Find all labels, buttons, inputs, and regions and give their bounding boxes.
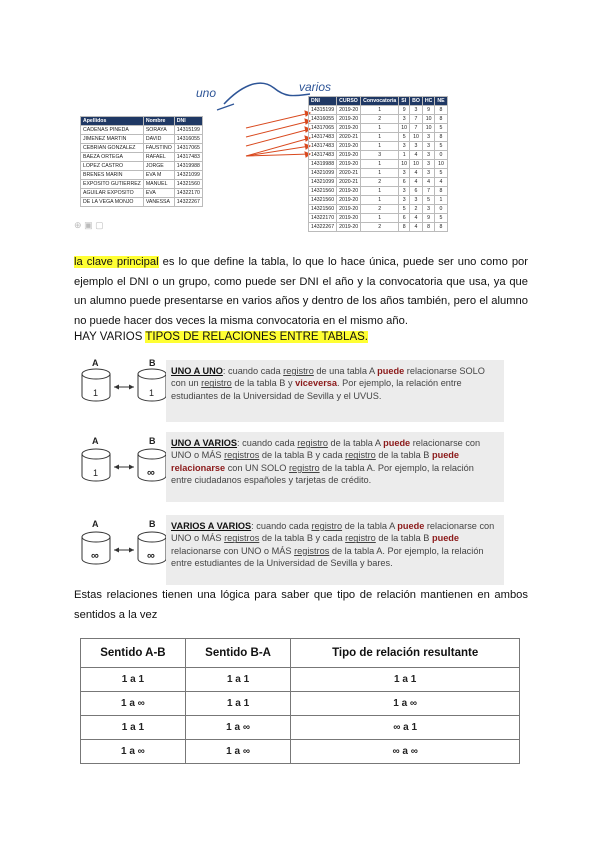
table-cell: 10 [410, 160, 423, 169]
text: viceversa [295, 378, 338, 389]
text: registro [288, 462, 320, 473]
text: registro [345, 533, 376, 544]
table-cell: 3 [422, 160, 435, 169]
table-row [309, 106, 448, 115]
table-cell: 3 [422, 205, 435, 214]
image-toolbar-icons [74, 220, 104, 231]
table-row [81, 126, 203, 135]
table-cell: 1 [361, 169, 399, 178]
table-row [81, 180, 203, 189]
table-cell: 6 [399, 178, 410, 187]
relation-one-to-one [74, 360, 504, 422]
table-cell: 3 [399, 196, 410, 205]
table-cell: 3 [422, 151, 435, 160]
table-cell: 9 [399, 106, 410, 115]
save-icon: ▢ [95, 220, 104, 230]
table-cell: 14321560 [309, 196, 337, 205]
cylinder-label-b: B [149, 358, 156, 368]
label-varios: varios [299, 80, 332, 94]
table-cell: 2019-20 [337, 214, 361, 223]
table-cell: 1 [361, 187, 399, 196]
label-uno: uno [196, 86, 217, 100]
table-row [309, 169, 448, 178]
table-cell: 14321099 [309, 169, 337, 178]
relation-title: VARIOS A VARIOS [171, 521, 252, 531]
table-cell: LOPEZ CASTRO [81, 162, 144, 171]
table-cell: 8 [435, 115, 447, 124]
table-cell: 2 [361, 178, 399, 187]
table-cell: SORAYA [143, 126, 174, 135]
text: : cuando cada [251, 521, 312, 531]
table-cell: 5 [435, 214, 447, 223]
table-cell: 10 [435, 160, 447, 169]
table-cell: 3 [422, 133, 435, 142]
table-cell: EVA [143, 189, 174, 198]
table-cell: 14321560 [174, 180, 202, 189]
paragraph-relations-logic: Estas relaciones tienen una lógica para saber que tipo de relación mantienen en ambos sentidos a la vez [74, 589, 528, 621]
table-cell: DAVID [143, 135, 174, 144]
table-cell: 14315199 [174, 126, 202, 135]
table-cell: 14317065 [174, 144, 202, 153]
table-cell: ∞ a ∞ [291, 740, 520, 764]
text: : cuando cada [237, 438, 298, 448]
table-cell: CEBRIAN GONZALEZ [81, 144, 144, 153]
table-cell: 2 [361, 115, 399, 124]
table-cell: 3 [399, 169, 410, 178]
heading-highlight: TIPOS DE RELACIONES ENTRE TABLAS. [145, 331, 368, 343]
col-header: Sentido B-A [185, 639, 291, 668]
table-cell: 2019-20 [337, 196, 361, 205]
table-cell: 1 [399, 151, 410, 160]
print-icon: ▣ [84, 220, 93, 230]
table-cell: 2 [361, 205, 399, 214]
table-row [309, 133, 448, 142]
cardinality-a: 1 [93, 388, 99, 398]
table-cell: 2019-20 [337, 160, 361, 169]
fk-arrows [246, 111, 310, 157]
cylinder-label-b: B [149, 436, 156, 446]
table-cell: BAEZA ORTEGA [81, 153, 144, 162]
text: con UN SOLO [225, 462, 289, 473]
table-cell: 4 [410, 151, 423, 160]
text: registro [311, 521, 343, 531]
table-cell: 3 [399, 142, 410, 151]
table-cell: 1 [435, 196, 447, 205]
cylinders-diagram [74, 432, 174, 502]
table-row [81, 189, 203, 198]
table-row [81, 144, 203, 153]
table-cell: 2 [361, 223, 399, 232]
col-header: HC [422, 97, 435, 106]
table-cell: 14321560 [309, 205, 337, 214]
table-cell: 5 [399, 205, 410, 214]
table-cell: 10 [399, 124, 410, 133]
table-cell: 3 [410, 142, 423, 151]
relation-description [171, 365, 497, 402]
table-cell: JIMENEZ MARTIN [81, 135, 144, 144]
table-cell: 14317483 [309, 151, 337, 160]
table-cell: 8 [435, 106, 447, 115]
text: puede [431, 533, 460, 544]
table-row [309, 142, 448, 151]
table-cell: RAFAEL [143, 153, 174, 162]
table-row [309, 115, 448, 124]
table-cell: 1 a 1 [81, 716, 186, 740]
table-cell: 1 a ∞ [185, 716, 291, 740]
text: de la tabla A [327, 438, 384, 448]
table-cell: 14315199 [309, 106, 337, 115]
table-cell: 2019-20 [337, 142, 361, 151]
text: relacionarse SOLO con un [171, 366, 485, 389]
table-cell: 10 [422, 115, 435, 124]
table-cell: 8 [435, 187, 447, 196]
table-row [309, 223, 448, 232]
table-cell: 1 [361, 214, 399, 223]
table-cell: 2020-21 [337, 133, 361, 142]
table-cell: 1 [361, 124, 399, 133]
table-cell: 1 [361, 160, 399, 169]
table-cell: 2 [410, 205, 423, 214]
table-cell: JORGE [143, 162, 174, 171]
relation-description [171, 520, 497, 570]
table-cell: 3 [422, 169, 435, 178]
cylinders-diagram [74, 360, 174, 422]
table-cell: 14322170 [174, 189, 202, 198]
table-cell: 7 [410, 124, 423, 133]
text: de la tabla A. Por ejemplo, la relación entre ciudadanos españoles y tarjetas de crédito. [171, 462, 474, 486]
table-cell: 2019-20 [337, 223, 361, 232]
table-cell: 14321560 [309, 187, 337, 196]
table-cell: 14317483 [174, 153, 202, 162]
text: registros [224, 450, 260, 461]
text: de la tabla B y cada [259, 533, 346, 544]
table-row [81, 162, 203, 171]
table-cell: 4 [410, 178, 423, 187]
table-row [81, 171, 203, 180]
table-row [309, 124, 448, 133]
table-cell: 4 [422, 178, 435, 187]
table-row [309, 214, 448, 223]
table-row [309, 187, 448, 196]
grades-table [308, 96, 448, 232]
table-cell: 1 a 1 [185, 668, 291, 692]
col-header: NE [435, 97, 447, 106]
text: registros [224, 533, 260, 544]
text: registro [201, 378, 232, 389]
students-table [80, 116, 203, 207]
table-cell: AGUILAR EXPOSITO [81, 189, 144, 198]
cylinder-label-a: A [92, 519, 99, 529]
text: relacionarse con UNO o MÁS [171, 438, 481, 461]
cardinality-b: ∞ [147, 550, 155, 562]
text: de la tabla B y cada [259, 450, 346, 461]
table-cell: EVA M [143, 171, 174, 180]
relation-title: UNO A UNO [171, 366, 223, 376]
table-cell: 0 [435, 205, 447, 214]
text: de la tabla A [342, 521, 398, 531]
table-row [81, 153, 203, 162]
col-header: BO [410, 97, 423, 106]
table-cell: 2019-20 [337, 205, 361, 214]
table-cell: DE LA VEGA MONJO [81, 198, 144, 207]
table-row [309, 151, 448, 160]
text: : cuando cada [222, 366, 284, 376]
table-cell: 5 [435, 124, 447, 133]
relation-type-table [80, 638, 520, 764]
table-cell: 3 [410, 196, 423, 205]
table-cell: 1 a ∞ [185, 740, 291, 764]
table-cell: 14321099 [174, 171, 202, 180]
text: . Por ejemplo, la relación entre estudiantes de la Universidad de Sevilla y el UVUS. [171, 378, 462, 401]
table-cell: 1 [361, 106, 399, 115]
zoom-icon: ⊕ [74, 220, 82, 230]
table-cell: 1 a ∞ [81, 692, 186, 716]
text: de la tabla B [375, 533, 432, 544]
table-cell: ∞ a 1 [291, 716, 520, 740]
cylinders-diagram [74, 515, 174, 585]
table-cell: 1 [361, 142, 399, 151]
col-header: SI [399, 97, 410, 106]
text: puede [383, 438, 411, 448]
relations-heading [74, 331, 368, 343]
table-cell: 2020-21 [337, 169, 361, 178]
table-cell: 14319988 [309, 160, 337, 169]
col-header: Tipo de relación resultante [291, 639, 520, 668]
table-cell: CADENAS PINEDA [81, 126, 144, 135]
table-cell: 14317065 [309, 124, 337, 133]
table-cell: 2020-21 [337, 178, 361, 187]
table-cell: 10 [410, 133, 423, 142]
table-cell: 6 [410, 187, 423, 196]
text: de la tabla B [375, 450, 432, 461]
table-row [81, 668, 520, 692]
table-row [81, 692, 520, 716]
table-row [309, 178, 448, 187]
table-cell: 9 [422, 106, 435, 115]
table-cell: 2019-20 [337, 151, 361, 160]
table-cell: 14319988 [174, 162, 202, 171]
text: registro [345, 450, 376, 461]
table-cell: 4 [410, 223, 423, 232]
table-cell: 14321099 [309, 178, 337, 187]
table-cell: 14317483 [309, 142, 337, 151]
table-cell: MANUEL [143, 180, 174, 189]
cylinder-label-b: B [149, 519, 156, 529]
cylinder-label-a: A [92, 358, 99, 368]
table-cell: 1 a 1 [185, 692, 291, 716]
table-cell: 14317483 [309, 133, 337, 142]
table-cell: 14322267 [174, 198, 202, 207]
table-cell: 2019-20 [337, 124, 361, 133]
cardinality-a: ∞ [91, 550, 99, 562]
text: relacionarse con UNO o MÁS [171, 521, 495, 544]
table-cell: 3 [361, 151, 399, 160]
table-cell: EXPOSITO GUTIERREZ [81, 180, 144, 189]
table-cell: 5 [435, 169, 447, 178]
table-cell: 7 [410, 115, 423, 124]
table-cell: 4 [435, 178, 447, 187]
relation-many-to-many [74, 515, 504, 585]
cylinder-label-a: A [92, 436, 99, 446]
relationship-figure [74, 70, 478, 240]
table-cell: 6 [399, 214, 410, 223]
table-cell: FAUSTINO [143, 144, 174, 153]
table-cell: 3 [399, 187, 410, 196]
table-cell: 3 [410, 106, 423, 115]
table-cell: 9 [422, 214, 435, 223]
table-cell: 14316055 [174, 135, 202, 144]
text: registro [297, 438, 328, 448]
table-cell: 1 [361, 196, 399, 205]
table-cell: 2019-20 [337, 115, 361, 124]
heading-prefix: HAY VARIOS [74, 331, 146, 343]
table-cell: 14316055 [309, 115, 337, 124]
text: de la tabla B y [231, 378, 296, 389]
cardinality-b: 1 [149, 388, 155, 398]
text: registro [283, 366, 314, 376]
table-row [309, 205, 448, 214]
paragraph-primary-key [74, 253, 528, 331]
col-header: Convocatoria [361, 97, 399, 106]
text: puede [397, 521, 425, 531]
col-header: CURSO [337, 97, 361, 106]
col-header: DNI [174, 117, 202, 126]
table-cell: 1 a ∞ [81, 740, 186, 764]
text: relacionarse con UNO o MÁS [171, 545, 295, 556]
text: de la tabla A. Por ejemplo, la relación entre estudiantes de la Universidad de Sevilla y bares. [171, 545, 484, 569]
relation-description [171, 437, 497, 487]
cardinality-b: ∞ [147, 467, 155, 479]
table-row [309, 196, 448, 205]
table-cell: 10 [399, 160, 410, 169]
table-cell: 8 [435, 223, 447, 232]
table-cell: 3 [422, 142, 435, 151]
table-row [81, 198, 203, 207]
table-row [81, 740, 520, 764]
col-header: Nombre [143, 117, 174, 126]
col-header: DNI [309, 97, 337, 106]
paragraph-text: es lo que define la tabla, lo que lo hace única, puede ser uno como por ejemplo el DNI o un grupo, como puede ser DNI el año y la convocatoria que usa, ya que un alumno puede presentarse en varios años y dentro de los años también, pero el alumno no puede hacer dos veces la misma convocatoria en el mismo año. [74, 256, 528, 327]
table-cell: 2019-20 [337, 106, 361, 115]
table-cell: 1 [361, 133, 399, 142]
table-cell: 2019-20 [337, 187, 361, 196]
table-row [81, 716, 520, 740]
table-cell: 10 [422, 124, 435, 133]
table-cell: VANESSA [143, 198, 174, 207]
text: de una tabla A [313, 366, 378, 376]
table-cell: 14322170 [309, 214, 337, 223]
table-cell: 8 [399, 223, 410, 232]
table-cell: 5 [422, 196, 435, 205]
table-cell: 8 [422, 223, 435, 232]
cardinality-a: 1 [93, 468, 99, 478]
highlight-primary-key: la clave principal [74, 256, 159, 268]
table-cell: 14322267 [309, 223, 337, 232]
table-cell: 7 [422, 187, 435, 196]
table-cell: 4 [410, 214, 423, 223]
table-cell: 5 [399, 133, 410, 142]
text: puede relacionarse [171, 450, 460, 473]
table-cell: BRENES MARIN [81, 171, 144, 180]
table-cell: 1 a 1 [81, 668, 186, 692]
text: registros [294, 545, 330, 556]
table-cell: 3 [399, 115, 410, 124]
col-header: Sentido A-B [81, 639, 186, 668]
table-cell: 0 [435, 151, 447, 160]
table-cell: 4 [410, 169, 423, 178]
relation-title: UNO A VARIOS [171, 438, 238, 448]
table-row [81, 135, 203, 144]
table-row [309, 160, 448, 169]
table-cell: 1 a 1 [291, 668, 520, 692]
table-cell: 8 [435, 133, 447, 142]
relation-one-to-many [74, 432, 504, 502]
table-cell: 5 [435, 142, 447, 151]
table-cell: 1 a ∞ [291, 692, 520, 716]
col-header: Apellidos [81, 117, 144, 126]
text: puede [377, 366, 405, 376]
